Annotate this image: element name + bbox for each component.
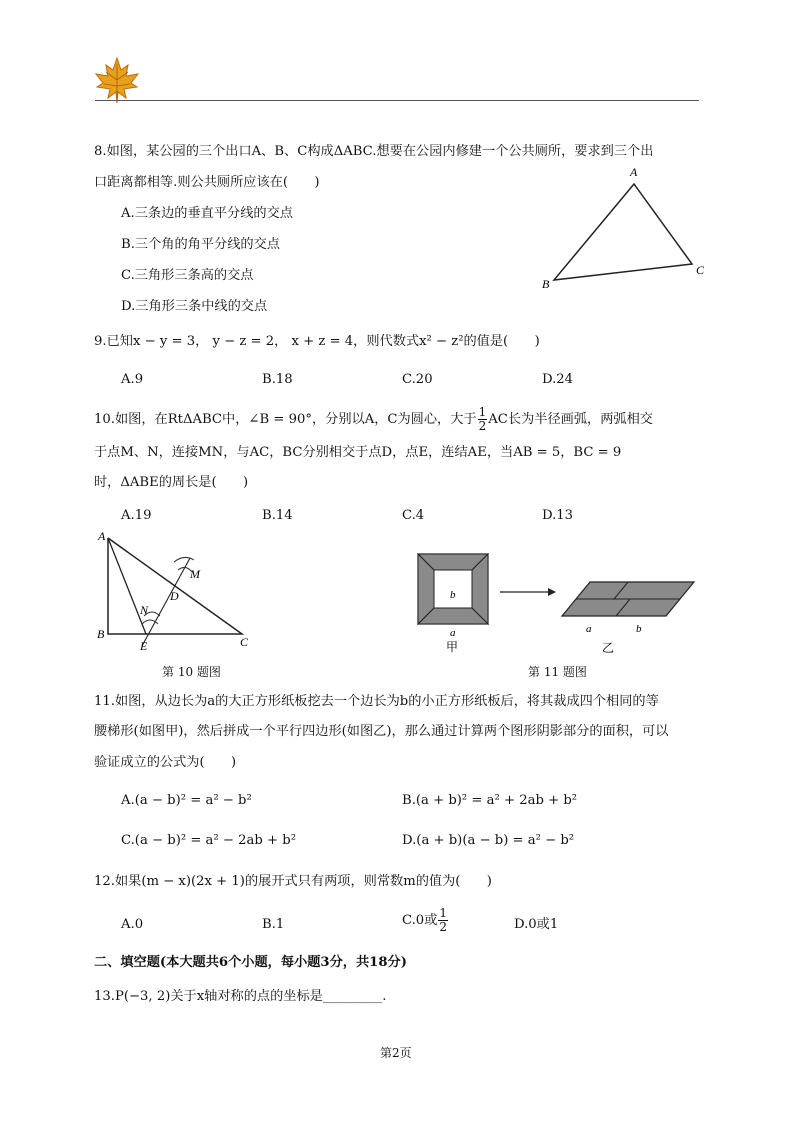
q11-option-a: A.(a − b)² = a² − b²: [121, 793, 252, 808]
q12-option-b: B.1: [262, 917, 285, 932]
label-b-small: b: [450, 589, 456, 601]
line-mn: [142, 558, 190, 646]
q13-line1: 13.P(−3, 2)关于x轴对称的点的坐标是_________.: [94, 989, 387, 1004]
q9-line1: 9.已知x − y = 3， y − z = 2， x + z = 4，则代数式x² − z²的值是( ): [94, 334, 540, 349]
label-n: N: [140, 603, 149, 617]
q11-figures: [416, 548, 706, 658]
q10-caption: 第 10 题图: [162, 665, 221, 679]
label-b: B: [542, 277, 550, 291]
q10-frac-num: 1: [478, 405, 487, 419]
q8-triangle-figure: [538, 162, 710, 294]
q8-line1: 8.如图，某公园的三个出口A、B、C构成ΔABC.想要在公园内修建一个公共厕所，要求到三个出: [94, 144, 654, 159]
q10-line1-pre: 10.如图，在RtΔABC中，∠B = 90°，分别以A，C为圆心，大于: [94, 412, 477, 427]
q12-frac-num: 1: [439, 906, 448, 920]
label-c: C: [240, 635, 249, 649]
q9-option-d: D.24: [542, 372, 574, 387]
q11-option-b: B.(a + b)² = a² + 2ab + b²: [402, 793, 578, 808]
header-rule: [95, 100, 699, 101]
q11-caption: 第 11 题图: [528, 665, 587, 679]
q12-frac-den: 2: [439, 920, 448, 934]
q10-line1-post: AC长为半径画弧，两弧相交: [488, 412, 653, 427]
q9-option-a: A.9: [121, 372, 144, 387]
q10-option-d: D.13: [542, 508, 574, 523]
q8-option-b: B.三个角的角平分线的交点: [121, 237, 280, 252]
label-c: C: [696, 263, 705, 277]
q12-option-a: A.0: [121, 917, 144, 932]
label-e: E: [140, 639, 148, 653]
q10-option-a: A.19: [121, 508, 152, 523]
label-b: B: [97, 627, 105, 641]
q11-option-d: D.(a + b)(a − b) = a² − b²: [402, 833, 575, 848]
label-a: A: [98, 529, 106, 543]
label-yi: 乙: [602, 641, 615, 655]
arc-m-1: [174, 557, 194, 562]
arrow-head: [548, 588, 556, 596]
label-a-big: a: [450, 627, 456, 639]
q10-triangle-figure: [94, 528, 260, 656]
q12-fraction: [438, 907, 448, 934]
q10-line2: 于点M、N，连接MN，与AC，BC分别相交于点D，点E，连结AE，当AB = 5，BC = 9: [94, 445, 622, 460]
q8-option-d: D.三角形三条中线的交点: [121, 299, 268, 314]
page-number: 第2页: [380, 1046, 412, 1060]
q9-option-c: C.20: [402, 372, 433, 387]
label-m: M: [190, 567, 200, 581]
q11-line3: 验证成立的公式为( ): [94, 755, 237, 770]
q12-option-c: [402, 907, 449, 934]
label-a-para: a: [586, 623, 592, 635]
maple-leaf-logo: [92, 56, 142, 104]
triangle-abc: [554, 184, 692, 280]
q8-option-a: A.三条边的垂直平分线的交点: [121, 206, 293, 221]
label-d: D: [170, 589, 179, 603]
q10-line3: 时，ΔABE的周长是( ): [94, 475, 249, 490]
q10-fraction: [478, 406, 488, 433]
q10-line1: [94, 406, 653, 433]
q8-line2: 口距离都相等.则公共厕所应该在( ): [94, 175, 320, 190]
q12-line1: 12.如果(m − x)(2x + 1)的展开式只有两项，则常数m的值为( ): [94, 874, 492, 889]
label-jia: 甲: [446, 640, 459, 654]
q8-option-c: C.三角形三条高的交点: [121, 268, 254, 283]
q11-line2: 腰梯形(如图甲)，然后拼成一个平行四边形(如图乙)，那么通过计算两个图形阴影部分的面积，可以: [94, 724, 669, 739]
label-b-para: b: [636, 623, 642, 635]
q10-option-c: C.4: [402, 508, 425, 523]
q9-option-b: B.18: [262, 372, 293, 387]
q12-option-d: D.0或1: [514, 917, 559, 932]
q12-option-c-pre: C.0或: [402, 913, 438, 928]
q10-frac-den: 2: [478, 419, 487, 433]
q11-line1: 11.如图，从边长为a的大正方形纸板挖去一个边长为b的小正方形纸板后，将其裁成四个相同的等: [94, 694, 659, 709]
q10-option-b: B.14: [262, 508, 293, 523]
section-heading: 二、填空题(本大题共6个小题，每小题3分，共18分): [94, 955, 407, 970]
q11-option-c: C.(a − b)² = a² − 2ab + b²: [121, 833, 296, 848]
label-a: A: [630, 165, 638, 179]
